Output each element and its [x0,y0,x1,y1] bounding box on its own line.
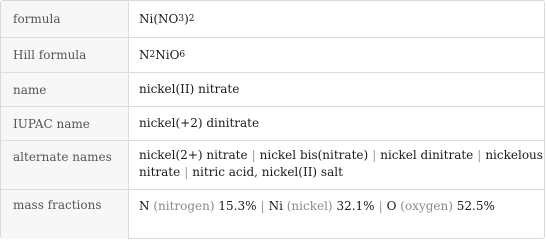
element-name: (nitrogen) [153,199,215,213]
formula-part: NiO [155,47,180,62]
row-mass-fractions [1,189,544,239]
separator: | [184,165,189,179]
row-alternate-names [1,140,544,189]
element-symbol: Ni [268,199,283,213]
hill-formula-value: N 2 NiO 6 [139,47,186,62]
element-symbol: N [139,199,150,213]
alternate-name: nickel(2+) nitrate [139,148,248,162]
mass-percent: 52.5% [456,199,495,213]
mass-percent: 15.3% [218,199,257,213]
formula-part: ) [184,11,189,26]
row-label: formula [1,1,129,37]
separator: | [251,148,256,162]
row-label: mass fractions [1,190,129,239]
element-symbol: O [386,199,397,213]
alternate-name: nickelous nitrate [139,148,543,179]
row-label: alternate names [1,141,129,189]
row-iupac-name [1,106,544,140]
formula-part: Ni(NO [139,11,179,26]
element-name: (nickel) [286,199,333,213]
separator: | [260,199,265,213]
separator: | [378,199,383,213]
formula-value: Ni(NO 3 ) 2 [139,11,195,26]
alternate-name: nickel dinitrate [380,148,474,162]
row-name [1,72,544,106]
name-value: nickel(II) nitrate [139,82,240,96]
alternate-names-value [129,141,544,189]
element-name: (oxygen) [400,199,453,213]
row-label: IUPAC name [1,107,129,140]
row-label: name [1,73,129,106]
alternate-name: nickel bis(nitrate) [259,148,369,162]
separator: | [372,148,377,162]
mass-fractions-value [129,190,544,239]
row-formula [1,1,544,37]
mass-percent: 32.1% [336,199,375,213]
alternate-name: nitric acid, nickel(II) salt [192,165,343,179]
row-hill-formula [1,37,544,72]
iupac-name-value: nickel(+2) dinitrate [139,116,260,130]
row-label: Hill formula [1,38,129,72]
formula-part: N [139,47,150,62]
separator: | [477,148,482,162]
